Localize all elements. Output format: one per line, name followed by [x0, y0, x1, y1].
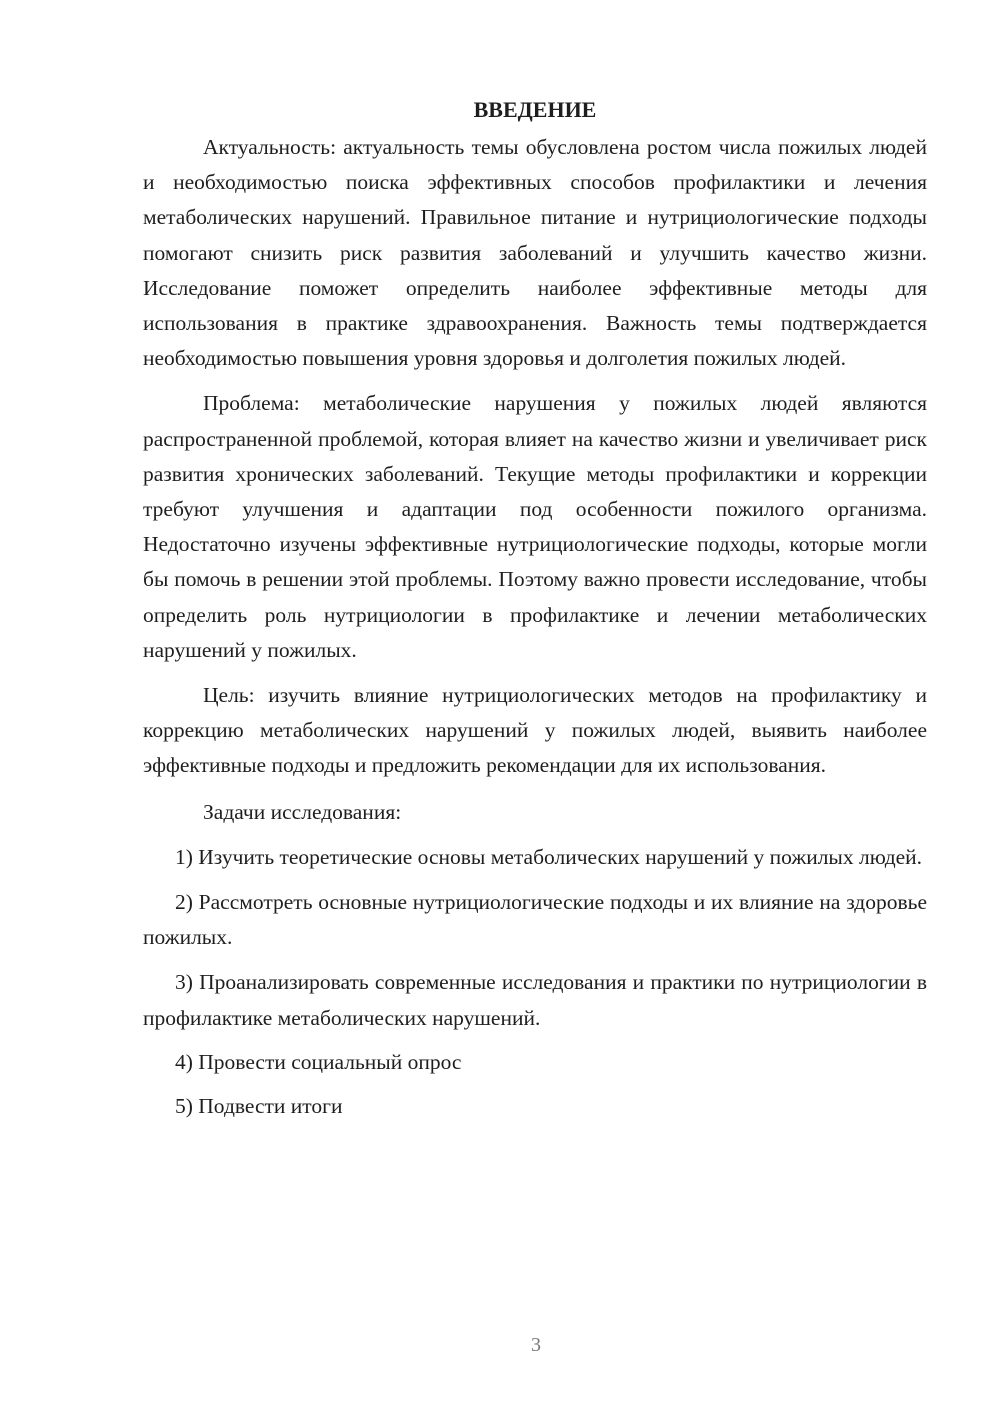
goal-paragraph: Цель: изучить влияние нутрициологических методов на профилактику и коррекцию метаболических нарушений у пожилых людей, выявить наиболее эффективные подходы и предложить рекомендации для их использования. — [143, 683, 927, 778]
relevance-paragraph: Актуальность: актуальность темы обусловлена ростом числа пожилых людей и необходимостью поиска эффективных способов профилактики и лечения метаболических нарушений. Правильное питание и нутрициологические подходы помогают снизить риск развития заболеваний и улучшить качество жизни. Исследование поможет определить наиболее эффективные методы для использования в практике здравоохранения. Важность темы подтверждается необходимостью повышения уровня здоровья и долголетия пожилых людей. — [143, 135, 927, 371]
task-item: 3) Проанализировать современные исследования и практики по нутрициологии в профилактике метаболических нарушений. — [143, 970, 927, 1030]
task-item: 2) Рассмотреть основные нутрициологические подходы и их влияние на здоровье пожилых. — [143, 890, 927, 950]
section-heading: ВВЕДЕНИЕ — [473, 97, 597, 122]
problem-paragraph: Проблема: метаболические нарушения у пожилых людей являются распространенной проблемой, которая влияет на качество жизни и увеличивает риск развития хронических заболеваний. Текущие методы профилактики и коррекции требуют улучшения и адаптации под особенности пожилого организма. Недостаточно изучены эффективные нутрициологические подходы, которые могли бы помочь в решении этой проблемы. Поэтому важно провести исследование, чтобы определить роль нутрициологии в профилактике и лечении метаболических нарушений у пожилых. — [143, 391, 927, 662]
page-number: 3 — [531, 1334, 541, 1356]
task-item: 4) Провести социальный опрос — [175, 1049, 462, 1074]
document-page — [143, 96, 927, 1124]
task-item: 5) Подвести итоги — [175, 1094, 343, 1119]
tasks-title: Задачи исследования: — [203, 799, 402, 824]
task-item: 1) Изучить теоретические основы метаболических нарушений у пожилых людей. — [175, 844, 923, 869]
